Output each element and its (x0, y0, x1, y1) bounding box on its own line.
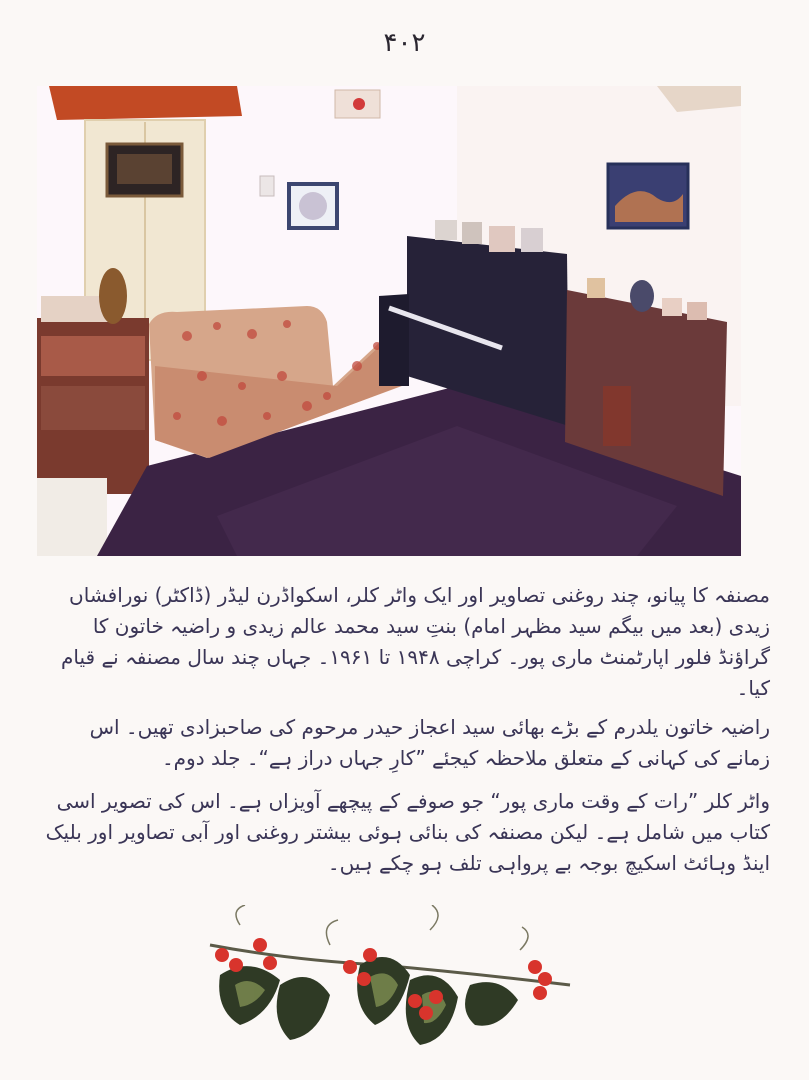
page-number: ۴۰۲ (383, 28, 426, 58)
caption (40, 580, 770, 879)
ceiling-lamp (49, 86, 242, 120)
room-painting-svg (37, 86, 741, 556)
caption-paragraph-2: راضیہ خاتون یلدرم کے بڑے بھائی سید اعجاز حیدر مرحوم کی صاحبزادی تھیں۔ اس زمانے کی کہانی کے متعلق ملاحظہ کیجئے ”کارِ جہاں دراز ہے“۔ جلد دوم۔ (89, 715, 770, 770)
berry-vine-svg (200, 905, 580, 1065)
door-picture-inner (117, 154, 172, 184)
cabinet-fire (603, 386, 631, 446)
wall-picture-top-rose (353, 98, 365, 110)
light-switch (260, 176, 274, 196)
room-painting (37, 86, 741, 556)
vine-leaves (219, 957, 518, 1045)
shelf-books-1 (41, 336, 145, 376)
vine-tendrils (236, 905, 528, 950)
shelf-books-2 (41, 386, 145, 430)
berry-vine-ornament (200, 905, 580, 1065)
lamp-vase (99, 268, 127, 324)
caption-paragraph-3: واٹر کلر ”رات کے وقت ماری پور“ جو صوفے کے پیچھے آویزاں ہے۔ اس کی تصویر اسی کتاب میں شامل ہے۔ لیکن مصنفہ کی بنائی ہوئی بیشتر روغنی اور آبی تصاویر اور بلیک اینڈ وہائٹ اسکیچ بوجہ بے پرواہی تلف ہو چکے ہیں۔ (45, 789, 770, 875)
wall-picture-round-portrait (299, 192, 327, 220)
chair-foreground (37, 478, 107, 556)
caption-paragraph-1: مصنفہ کا پیانو، چند روغنی تصاویر اور ایک واٹر کلر، اسکواڈرن لیڈر (ڈاکٹر) نورافشاں زیدی (بعد میں بیگم سید مظہر امام) بنتِ سید محمد عالم زیدی و راضیہ خاتون کا گراؤنڈ فلور اپارٹمنٹ ماری پور۔ کراچی ۱۹۴۸ تا ۱۹۶۱۔ جہاں چند سال مصنفہ نے قیام کیا۔ (61, 583, 770, 700)
